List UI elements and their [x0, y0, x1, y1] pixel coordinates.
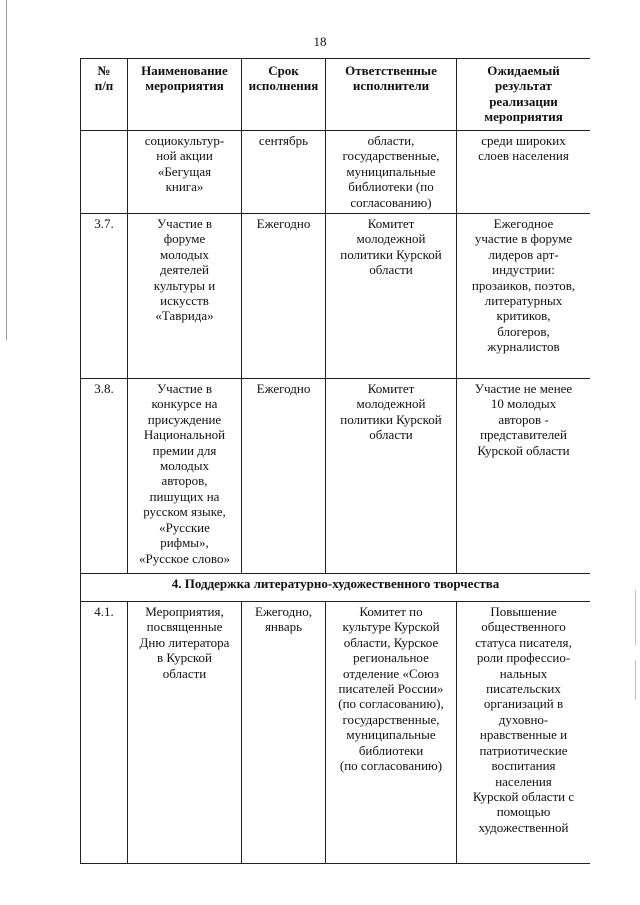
row-term	[242, 131, 326, 214]
cell-text-line: лидеров арт-	[488, 246, 559, 262]
cell-text-line: «Таврида»	[155, 308, 214, 324]
cell-text-line: ной акции	[156, 148, 213, 164]
cell-text-line: п/п	[94, 78, 114, 94]
row-responsible	[326, 214, 457, 379]
cell-text-line: Ежегодно,	[255, 604, 312, 620]
cell-text-line: авторов,	[161, 473, 208, 489]
cell-text-line: Курской области	[477, 442, 570, 458]
cell-text-line: январь	[264, 619, 303, 635]
header-expected-result	[457, 59, 591, 131]
row-expected-result	[457, 214, 591, 379]
cell-text-line: социокультур-	[144, 133, 225, 148]
cell-text-line: государственные,	[342, 148, 440, 164]
cell-text-line: молодежной	[356, 231, 426, 247]
cell-text-line: Курской области с	[472, 788, 575, 804]
cell-text-line: Ежегодное	[493, 216, 554, 232]
cell-text-line: художественной	[478, 819, 569, 835]
cell-text-line: форуме	[163, 231, 206, 247]
cell-text-line: исполнения	[248, 78, 319, 94]
cell-text-line: помощью	[496, 804, 551, 820]
cell-text-line: результат	[495, 78, 552, 94]
cell-text-line: деятелей	[159, 262, 210, 278]
cell-text-line: Дню литератора	[139, 634, 230, 650]
cell-text-line: роли профессио-	[476, 650, 571, 666]
row-number: 3.8.	[81, 379, 128, 574]
row-term	[242, 214, 326, 379]
cell-text-line: области	[369, 262, 413, 278]
cell-text-line: участие в форуме	[474, 231, 573, 247]
cell-text-line: Ожидаемый	[487, 63, 560, 78]
cell-text-line: конкурсе на	[151, 396, 218, 412]
cell-text-line: мероприятия	[145, 78, 224, 94]
cell-text-line: писательских	[486, 681, 561, 697]
cell-text-line: культуре Курской	[342, 619, 440, 635]
cell-text-line: Комитет по	[359, 604, 423, 620]
cell-text-line: «Бегущая	[157, 163, 212, 179]
row-event-name	[128, 131, 242, 214]
cell-text-line: «Русские	[159, 519, 210, 535]
scan-edge-mark	[635, 590, 636, 645]
cell-text-line: литературных	[484, 293, 563, 309]
row-responsible	[326, 131, 457, 214]
cell-text-line: 10 молодых	[490, 396, 557, 412]
table-row	[81, 602, 591, 864]
header-event-name	[128, 59, 242, 131]
row-number: 4.1.	[81, 602, 128, 864]
cell-text-line: Мероприятия,	[145, 604, 224, 620]
cell-text-line: населения	[495, 773, 552, 789]
cell-text-line: региональное	[353, 650, 429, 666]
scan-edge-mark	[635, 660, 636, 700]
cell-text-line: организаций в	[483, 696, 564, 712]
header-responsible	[326, 59, 457, 131]
row-responsible	[326, 602, 457, 864]
cell-text-line: молодых	[159, 246, 210, 262]
cell-text-line: библиотеки	[358, 742, 424, 758]
table-row	[81, 379, 591, 574]
cell-text-line: прозаиков, поэтов,	[471, 277, 576, 293]
cell-text-line: Наименование	[141, 63, 228, 78]
row-number: 3.7.	[81, 214, 128, 379]
cell-text-line: согласованию)	[350, 194, 432, 210]
cell-text-line: нравственные и	[479, 727, 568, 743]
plan-table-container	[80, 58, 590, 905]
cell-text-line: реализации	[489, 93, 558, 109]
cell-text-line: критиков,	[496, 308, 551, 324]
table-row	[81, 131, 591, 214]
cell-text-line: присуждение	[147, 411, 222, 427]
cell-text-line: (по согласованию),	[338, 696, 444, 712]
cell-text-line: среди широких	[481, 133, 566, 148]
cell-text-line: рифмы»,	[160, 535, 209, 551]
cell-text-line: муниципальные	[346, 727, 436, 743]
row-event-name	[128, 379, 242, 574]
cell-text-line: слоев населения	[478, 148, 569, 164]
section-row	[81, 574, 591, 602]
scan-edge-line	[6, 0, 7, 340]
cell-text-line: отделение «Союз	[343, 665, 439, 681]
cell-text-line: воспитания	[491, 758, 556, 774]
cell-text-line: в Курской	[157, 650, 212, 666]
cell-text-line: индустрии:	[492, 262, 555, 278]
cell-text-line: области, Курское	[343, 634, 439, 650]
cell-text-line: Национальной	[143, 427, 226, 443]
table-row	[81, 214, 591, 379]
cell-text-line: области	[162, 665, 207, 681]
cell-text-line: Участие в	[156, 216, 213, 232]
cell-text-line: книга»	[165, 179, 204, 195]
row-term	[242, 602, 326, 864]
cell-text-line: статуса писателя,	[475, 634, 572, 650]
cell-text-line: Ежегодно	[256, 381, 311, 397]
cell-text-line: Комитет	[367, 381, 415, 397]
cell-text-line: патриотические	[479, 742, 568, 758]
cell-text-line: блогеров,	[497, 323, 550, 339]
cell-text-line: (по согласованию)	[339, 758, 443, 774]
cell-text-line: пишущих на	[149, 488, 220, 504]
row-expected-result	[457, 602, 591, 864]
section-title: 4. Поддержка литературно-художественного творчества	[81, 574, 591, 602]
cell-text-line: №	[97, 63, 111, 78]
row-event-name	[128, 602, 242, 864]
cell-text-line: политики Курской	[340, 411, 442, 427]
cell-text-line: библиотеки (по	[348, 179, 434, 195]
row-term	[242, 379, 326, 574]
cell-text-line: духовно-	[498, 711, 549, 727]
cell-text-line: представителей	[480, 427, 567, 443]
header-term	[242, 59, 326, 131]
cell-text-line: журналистов	[487, 339, 560, 355]
cell-text-line: культуры и	[153, 277, 216, 293]
cell-text-line: Участие не менее	[474, 381, 573, 397]
cell-text-line: области,	[367, 133, 415, 148]
header-number	[81, 59, 128, 131]
cell-text-line: исполнители	[352, 78, 430, 94]
cell-text-line: общественного	[481, 619, 566, 635]
page-number: 18	[313, 34, 327, 49]
cell-text-line: Участие в	[156, 381, 213, 397]
cell-text-line: «Русское слово»	[139, 550, 230, 566]
row-expected-result	[457, 131, 591, 214]
cell-text-line: области	[369, 427, 413, 443]
cell-text-line: Срок	[268, 63, 299, 78]
cell-text-line: писателей России»	[338, 681, 444, 697]
plan-table	[80, 58, 590, 864]
cell-text-line: Ответственные	[345, 63, 437, 78]
cell-text-line: Ежегодно	[256, 216, 311, 232]
table-header-row	[81, 59, 591, 131]
row-expected-result	[457, 379, 591, 574]
row-responsible	[326, 379, 457, 574]
row-event-name	[128, 214, 242, 379]
cell-text-line: политики Курской	[340, 246, 442, 262]
row-number	[81, 131, 128, 214]
cell-text-line: премии для	[152, 442, 217, 458]
cell-text-line: искусств	[160, 293, 209, 309]
cell-text-line: посвященные	[146, 619, 223, 635]
cell-text-line: сентябрь	[258, 133, 309, 148]
cell-text-line: нальных	[499, 665, 548, 681]
cell-text-line: Комитет	[367, 216, 415, 232]
cell-text-line: муниципальные	[346, 163, 436, 179]
cell-text-line: авторов -	[498, 411, 549, 427]
cell-text-line: молодежной	[356, 396, 426, 412]
cell-text-line: Повышение	[490, 604, 557, 620]
cell-text-line: государственные,	[342, 711, 440, 727]
cell-text-line: мероприятия	[484, 109, 563, 125]
cell-text-line: русском языке,	[143, 504, 226, 520]
cell-text-line: молодых	[159, 458, 210, 474]
